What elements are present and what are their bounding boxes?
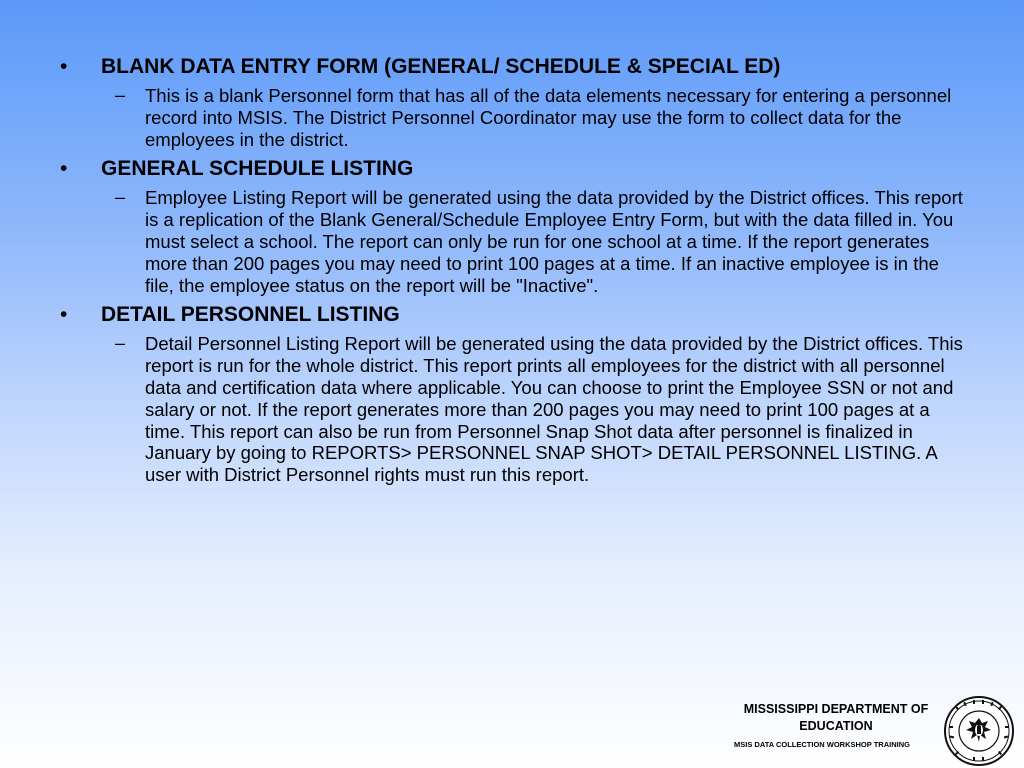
slide-content	[0, 52, 1024, 490]
bullet-icon: •	[60, 157, 68, 181]
section-1-description-item	[0, 85, 1024, 150]
section-3-description-item	[0, 333, 1024, 486]
state-education-seal-icon	[944, 696, 1014, 766]
section-2-heading: GENERAL SCHEDULE LISTING	[101, 157, 414, 181]
section-1-heading: BLANK DATA ENTRY FORM (GENERAL/ SCHEDULE & SPECIAL ED)	[101, 55, 781, 78]
footer-subtitle: MSIS DATA COLLECTION WORKSHOP TRAINING	[734, 740, 910, 749]
footer-org-name: MISSISSIPPI DEPARTMENT OF EDUCATION	[743, 702, 929, 733]
section-3-description: Detail Personnel Listing Report will be generated using the data provided by the District offices. This report is run for the whole district. This report prints all employees for the district with all personnel data and certification data where applicable. You can choose to print the Employee SSN or not and salary or not. If the report generates more than 200 pages you may need to print 100 pages at a time. This report can also be run from Personnel Snap Shot data after personnel is finalized in January by going to REPORTS> PERSONNEL SNAP SHOT> DETAIL PERSONNEL LISTING. A user with District Personnel rights must run this report.	[145, 333, 963, 486]
section-2-description: Employee Listing Report will be generated using the data provided by the District offices. This report is a replication of the Blank General/Schedule Employee Entry Form, but with the data filled in. You must select a school. The report can only be run for one school at a time. If the report generates more than 200 pages you may need to print 100 pages at a time. If an inactive employee is in the file, the employee status on the report will be "Inactive".	[145, 187, 963, 296]
section-1-description: This is a blank Personnel form that has all of the data elements necessary for entering a personnel record into MSIS. The District Personnel Coordinator may use the form to collect data for the employees in the district.	[145, 85, 952, 150]
section-1-heading-item	[0, 52, 1024, 82]
dash-icon: –	[115, 85, 126, 105]
bullet-icon: •	[60, 303, 68, 327]
section-2-heading-item	[0, 154, 1024, 184]
dash-icon: –	[115, 333, 126, 354]
section-2-description-item	[0, 187, 1024, 296]
dash-icon: –	[115, 187, 126, 208]
section-3-heading-item	[0, 300, 1024, 330]
footer	[0, 696, 1024, 768]
section-3-heading: DETAIL PERSONNEL LISTING	[101, 303, 400, 327]
bullet-icon: •	[60, 55, 68, 78]
